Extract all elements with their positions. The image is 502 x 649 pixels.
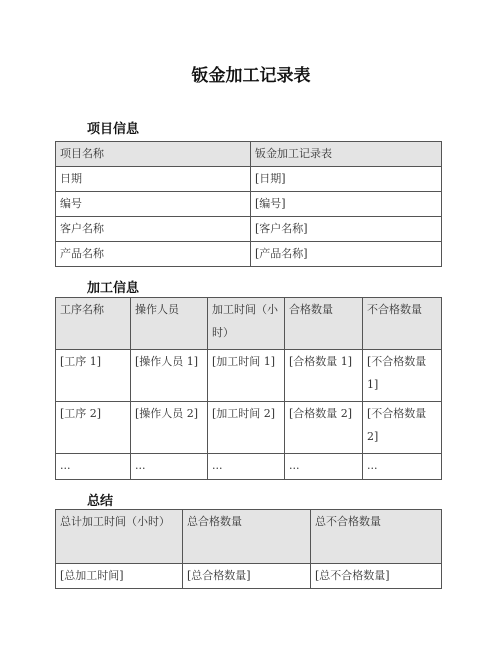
table-cell: 日期 [56,167,251,192]
table-cell: 钣金加工记录表 [251,142,442,167]
summary-table [55,509,442,589]
table-cell: [不合格数量 2] [363,402,442,454]
table-cell: [编号] [251,192,442,217]
table-cell: [总加工时间] [56,564,183,589]
table-row [56,454,442,480]
section-heading-project-info: 项目信息 [87,122,140,137]
table-header-cell: 总不合格数量 [311,510,442,564]
table-row [56,142,442,167]
table-cell: [总合格数量] [183,564,311,589]
table-row [56,167,442,192]
table-cell: [不合格数量 1] [363,350,442,402]
table-row [56,510,442,564]
table-header-cell: 合格数量 [285,298,363,350]
table-cell: [合格数量 2] [285,402,363,454]
table-cell: 产品名称 [56,242,251,267]
table-cell: 编号 [56,192,251,217]
table-cell: [工序 2] [56,402,131,454]
table-cell: [加工时间 2] [208,402,285,454]
table-cell: 客户名称 [56,217,251,242]
table-row [56,564,442,589]
table-cell: ... [285,454,363,480]
table-cell: [总不合格数量] [311,564,442,589]
table-row [56,217,442,242]
table-cell: [工序 1] [56,350,131,402]
table-cell: [产品名称] [251,242,442,267]
table-row [56,298,442,350]
table-cell: ... [131,454,208,480]
table-cell: 项目名称 [56,142,251,167]
section-heading-processing-info: 加工信息 [87,281,140,296]
table-cell: [操作人员 2] [131,402,208,454]
page-title: 钣金加工记录表 [191,66,311,86]
table-cell: [加工时间 1] [208,350,285,402]
table-header-cell: 工序名称 [56,298,131,350]
table-cell: [客户名称] [251,217,442,242]
table-header-cell: 不合格数量 [363,298,442,350]
table-header-cell: 操作人员 [131,298,208,350]
table-row [56,242,442,267]
table-cell: ... [208,454,285,480]
table-row [56,402,442,454]
table-cell: [合格数量 1] [285,350,363,402]
table-header-cell: 加工时间（小时） [208,298,285,350]
table-cell: [日期] [251,167,442,192]
table-row [56,350,442,402]
table-header-cell: 总合格数量 [183,510,311,564]
project-info-table [55,141,442,267]
processing-info-table [55,297,442,480]
section-heading-summary: 总结 [87,494,114,509]
table-cell: [操作人员 1] [131,350,208,402]
table-cell: ... [363,454,442,480]
table-row [56,192,442,217]
table-cell: ... [56,454,131,480]
table-header-cell: 总计加工时间（小时） [56,510,183,564]
